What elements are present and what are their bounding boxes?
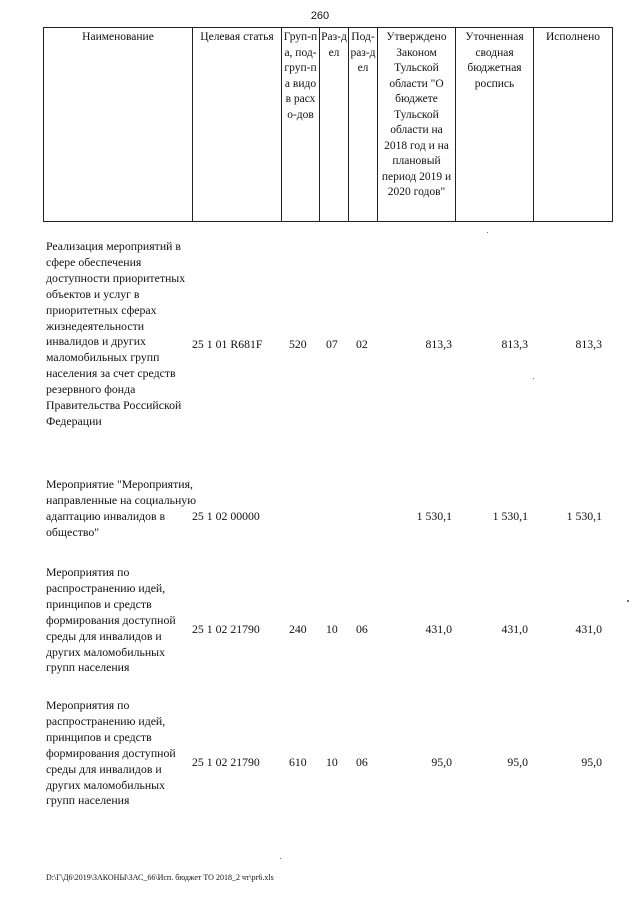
row-section: 07 (326, 337, 338, 351)
row-refined: 1 530,1 (492, 509, 528, 523)
row-target-article: 25 1 02 21790 (192, 755, 260, 769)
row-target-article: 25 1 02 21790 (192, 622, 260, 636)
header-target-article: Целевая статья (193, 28, 282, 222)
row-executed: 95,0 (581, 755, 602, 769)
row-expense-group: 240 (289, 622, 307, 636)
row-subsection: 06 (356, 755, 368, 769)
header-subsection: Под-раз-дел (349, 28, 378, 222)
row-name: Мероприятие "Мероприятия, направленные на социальную адаптацию инвалидов в общество" (46, 477, 197, 539)
row-section: 10 (326, 622, 338, 636)
row-subsection: 06 (356, 622, 368, 636)
scan-speck (627, 600, 629, 602)
row-target-article: 25 1 01 R681F (192, 337, 263, 351)
row-name: Мероприятия по распространению идей, принципов и средств формирования доступной среды для инвалидов и других маломобильных групп населения (46, 565, 176, 675)
row-executed: 813,3 (575, 337, 602, 351)
row-approved: 95,0 (431, 755, 452, 769)
header-section: Раз-дел (320, 28, 349, 222)
row-refined: 431,0 (501, 622, 528, 636)
row-executed: 1 530,1 (566, 509, 602, 523)
row-refined: 813,3 (501, 337, 528, 351)
row-approved: 1 530,1 (416, 509, 452, 523)
header-executed: Исполнено (534, 28, 613, 222)
header-expense-group: Груп-па, под-груп-па видов расхо-дов (282, 28, 320, 222)
row-refined: 95,0 (507, 755, 528, 769)
file-path-footer: D:\Г\Д6\2019\ЗАКОНЫ\ЗАС_66\Исп. бюджет ТО 2018_2 чт\pr6.xls (46, 873, 274, 882)
row-target-article: 25 1 02 00000 (192, 509, 260, 523)
header-approved: Утверждено Законом Тульской области "О бюджете Тульской области на 2018 год и на плановый период 2019 и 2020 годов" (378, 28, 456, 222)
row-section: 10 (326, 755, 338, 769)
table-header (43, 27, 613, 222)
row-name: Мероприятия по распространению идей, принципов и средств формирования доступной среды для инвалидов и других маломобильных групп населения (46, 698, 176, 808)
page-number: 260 (310, 10, 330, 22)
scan-speck (280, 858, 281, 859)
row-executed: 431,0 (575, 622, 602, 636)
row-expense-group: 610 (289, 755, 307, 769)
row-subsection: 02 (356, 337, 368, 351)
row-name: Реализация мероприятий в сфере обеспечения доступности приоритетных объектов и услуг в приоритетных сферах жизнедеятельности инвалидов и других маломобильных групп населения за счет средств резервного фонда Правительства Российской Федерации (46, 239, 186, 428)
row-approved: 431,0 (425, 622, 452, 636)
header-refined: Уточненная сводная бюджетная роспись (456, 28, 534, 222)
row-expense-group: 520 (289, 337, 307, 351)
scan-speck (487, 232, 488, 233)
row-approved: 813,3 (425, 337, 452, 351)
header-name: Наименование (44, 28, 193, 222)
scan-speck (533, 378, 534, 379)
